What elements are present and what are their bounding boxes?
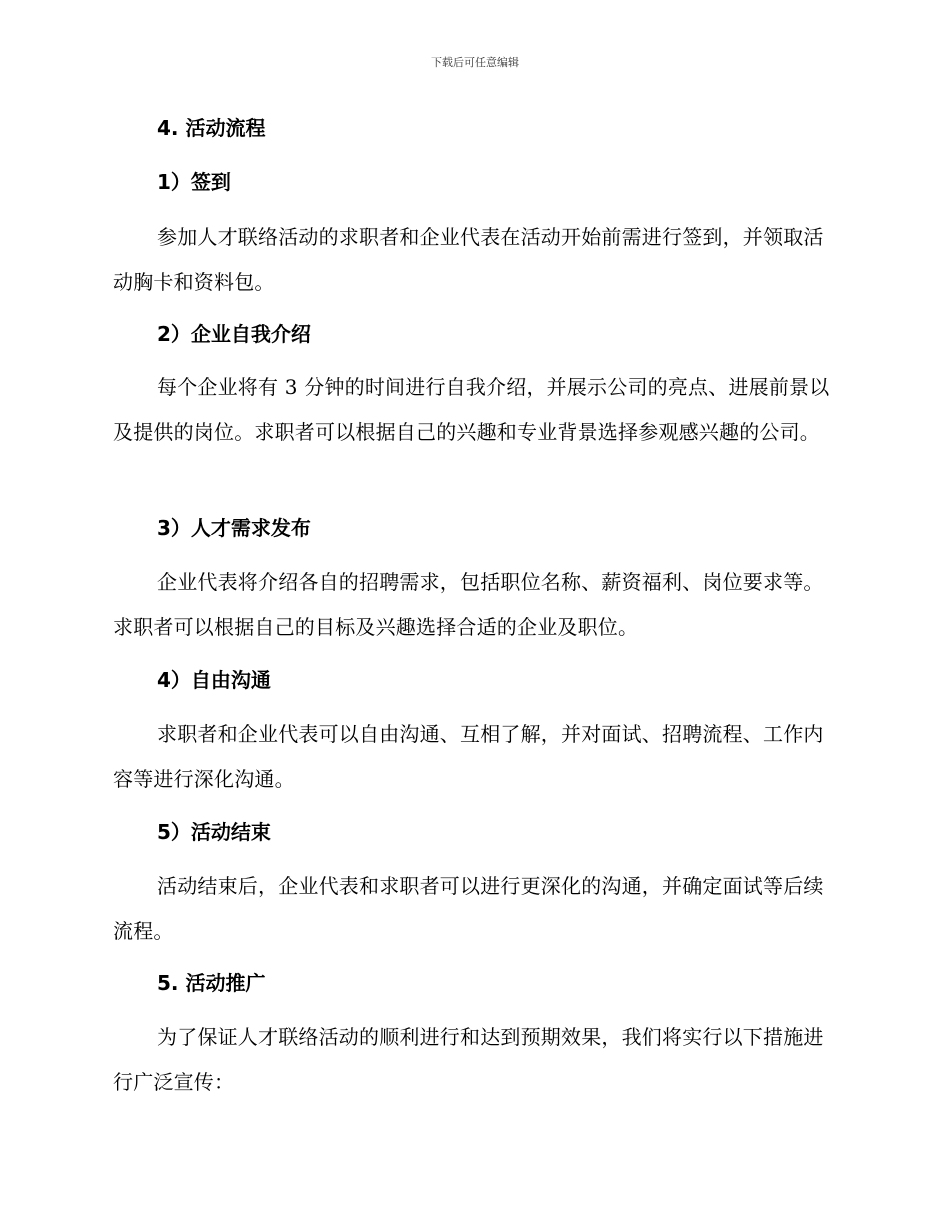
step-2-paragraph: 每个企业将有 3 分钟的时间进行自我介绍，并展示公司的亮点、进展前景以及提供的岗位。求职者可以根据自己的兴趣和专业背景选择参观感兴趣的公司。 (113, 375, 830, 444)
step-5-heading: 5）活动结束 (157, 820, 271, 844)
section-4-heading: 4. 活动流程 (157, 116, 266, 140)
page-header: 下载后可任意编辑 (431, 56, 519, 69)
step-4-paragraph: 求职者和企业代表可以自由沟通、互相了解，并对面试、招聘流程、工作内容等进行深化沟通。 (113, 722, 824, 791)
step-3-paragraph: 企业代表将介绍各自的招聘需求，包括职位名称、薪资福利、岗位要求等。求职者可以根据自己的目标及兴趣选择合适的企业及职位。 (113, 570, 824, 639)
section-5-heading: 5. 活动推广 (157, 971, 266, 995)
step-1-paragraph: 参加人才联络活动的求职者和企业代表在活动开始前需进行签到，并领取活动胸卡和资料包。 (113, 225, 824, 294)
step-2-heading: 2）企业自我介绍 (157, 322, 311, 346)
section-5-paragraph: 为了保证人才联络活动的顺利进行和达到预期效果，我们将实行以下措施进行广泛宣传： (113, 1025, 824, 1094)
step-5-paragraph: 活动结束后，企业代表和求职者可以进行更深化的沟通，并确定面试等后续流程。 (113, 874, 824, 943)
step-1-heading: 1）签到 (157, 170, 231, 194)
step-3-heading: 3）人才需求发布 (157, 516, 311, 540)
step-4-heading: 4）自由沟通 (157, 668, 271, 692)
